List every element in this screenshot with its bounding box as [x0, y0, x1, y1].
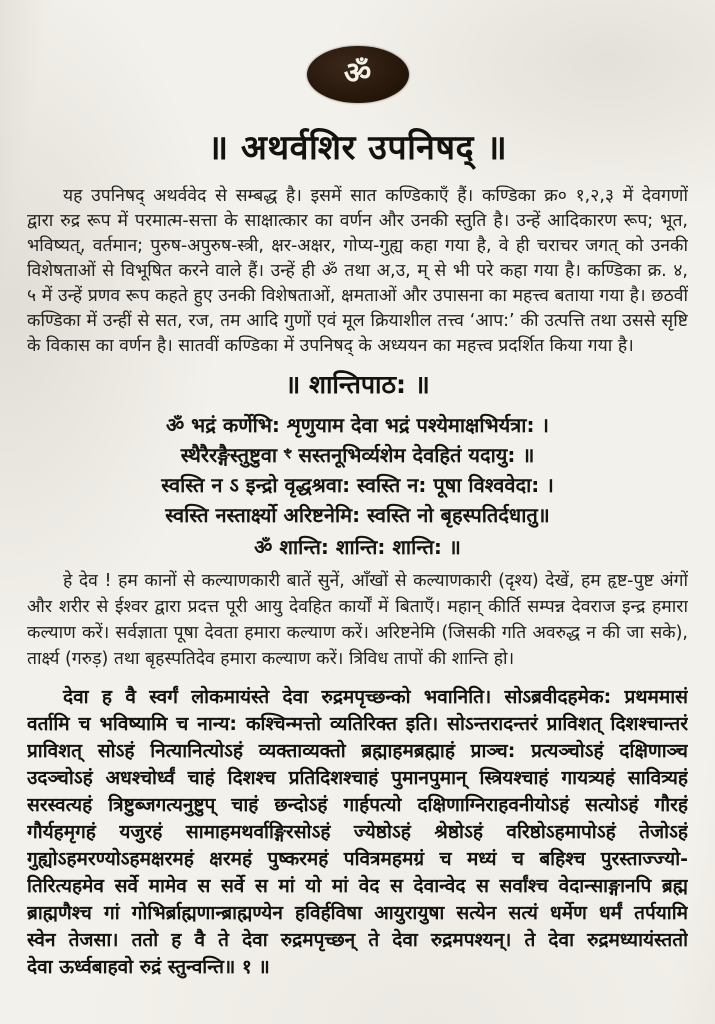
main-sanskrit-paragraph-line: उदञ्चोऽहं अधश्चोर्ध्वं चाहं दिशश्च प्रतिदिशश्चाहं पुमानपुमान् स्त्रियश्चाहं गायत्र्यहं सावित्र्यहं: [27, 767, 688, 789]
intro-paragraph-line: विशेषताओं से विभूषित करने वाले हैं। उन्हें ही ॐ तथा अ,उ, म् से भी परे कहा गया है। कण्डिका क्र. ४,: [27, 261, 688, 281]
translation-paragraph: [27, 568, 688, 672]
om-icon: ॐ: [343, 55, 372, 91]
main-sanskrit-paragraph-line: तिरित्यहमेव सर्वे मामेव स सर्वे स मां यो मां वेद स देवान्वेद स सर्वांश्च वेदान्साङ्गानपि ब्रह्म: [27, 875, 688, 897]
verse-line: स्थैरैरङ्गैस्तुष्टुवा ꣳ सस्तनूभिर्व्यशेम देवहितं यदायु: ॥: [180, 443, 535, 467]
main-sanskrit-paragraph-line: वर्तामि च भविष्यामि च नान्य: कश्चिन्मत्तो व्यतिरिक्त इति। सोऽन्तरादन्तरं प्राविशत् दिशश्चान्तरं: [27, 713, 688, 735]
intro-paragraph-line: द्वारा रुद्र रूप में परमात्म-सत्ता के साक्षात्कार का वर्णन और उनकी स्तुति है। उन्हें आदिकारण रूप; भूत,: [27, 211, 688, 231]
main-sanskrit-paragraph-line: देवा ह वै स्वर्गं लोकमायंस्ते देवा रुद्रमपृच्छन्को भवानिति। सोऽब्रवीदहमेक: प्रथममासं: [63, 686, 688, 708]
intro-paragraph: [27, 184, 688, 359]
main-sanskrit-paragraph-line: स्वेन तेजसा। ततो ह वै ते देवा रुद्रमपृच्छन् ते देवा रुद्रमपश्यन्। ते देवा रुद्रमध्यायंस्ततो: [27, 929, 688, 951]
main-sanskrit-paragraph-line: देवा ऊर्ध्वबाहवो रुद्रं स्तुन्वन्ति॥ १ ॥: [27, 956, 270, 978]
intro-paragraph-line: कण्डिका में उन्हीं से सत, रज, तम आदि गुणों एवं मूल क्रियाशील तत्त्व ‘आप:’ की उत्पत्ति तथा उससे सृष्टि: [27, 311, 688, 331]
translation-paragraph-line: तार्क्ष्य (गरुड़) तथा बृहस्पतिदेव हमारा कल्याण करें। त्रिविध तापों की शान्ति हो।: [27, 649, 515, 669]
shantipath-heading: ॥ शान्तिपाठ: ॥: [285, 370, 430, 399]
page-title: ॥ अथर्वशिर उपनिषद् ॥: [207, 128, 508, 168]
verse-line: स्वस्ति न ऽ इन्द्रो वृद्धश्रवा: स्वस्ति न: पूषा विश्ववेदा: ।: [161, 473, 554, 497]
verse-line: ॐ भद्रं कर्णेभि: शृणुयाम देवा भद्रं पश्येमाक्षभिर्यत्रा: ।: [165, 413, 550, 437]
om-shanti-line: ॐ शान्ति: शान्ति: शान्ति: ॥: [254, 535, 461, 559]
intro-paragraph-line: भविष्यत्, वर्तमान; पुरुष-अपुरुष-स्त्री, क्षर-अक्षर, गोप्य-गुह्य कहा गया है, वे ही चराचर जगत् को उनकी: [27, 236, 688, 256]
main-sanskrit-paragraph-line: गुह्योऽहमरण्योऽहमक्षरमहं क्षरमहं पुष्करमहं पवित्रमहमग्रं च मध्यं च बहिश्च पुरस्ताज्ज्यो-: [27, 848, 688, 870]
intro-paragraph-line: ५ में उन्हें प्रणव रूप कहते हुए उनकी विशेषताओं, क्षमताओं और उपासना का महत्त्व बताया गया है। छठवीं: [27, 286, 688, 306]
main-sanskrit-paragraph: [27, 684, 688, 981]
translation-paragraph-line: कल्याण करें। सर्वज्ञाता पूषा देवता हमारा कल्याण करें। अरिष्टनेमि (जिसकी गति अवरुद्ध न की जा सके),: [27, 623, 688, 643]
verse-line: स्वस्ति नस्तार्क्ष्यो अरिष्टनेमि: स्वस्ति नो बृहस्पतिर्दधातु॥: [165, 503, 550, 527]
translation-paragraph-line: और शरीर से ईश्वर द्वारा प्रदत्त पूरी आयु देवहित कार्यों में बिताएँ। महान् कीर्ति सम्पन्न देवराज इन्द्र हमारा: [27, 597, 688, 617]
translation-paragraph-line: हे देव ! हम कानों से कल्याणकारी बातें सुनें, आँखों से कल्याणकारी (दृश्य) देखें, हम हृष्ट-पुष्ट अंगों: [63, 571, 688, 591]
main-sanskrit-paragraph-line: सरस्वत्यहं त्रिष्टुब्जगत्यनुष्टुप् चाहं छन्दोऽहं गार्हपत्यो दक्षिणाग्निराहवनीयोऽहं सत्योऽहं गौरहं: [27, 794, 688, 816]
intro-paragraph-line: के विकास का वर्णन है। सातवीं कण्डिका में उपनिषद् के अध्ययन का महत्त्व प्रदर्शित किया गया है।: [27, 336, 634, 356]
main-sanskrit-paragraph-line: ब्राह्मणैश्च गां गोभिर्ब्राह्मणान्ब्राह्मण्येन हविर्हविषा आयुरायुषा सत्येन सत्यं धर्मेण धर्मं तर्पयामि: [27, 902, 688, 924]
shantipath-verses: [27, 410, 688, 530]
intro-paragraph-line: यह उपनिषद् अथर्ववेद से सम्बद्ध है। इसमें सात कण्डिकाएँ हैं। कण्डिका क्र० १,२,३ में देवगणों: [63, 186, 688, 206]
main-sanskrit-paragraph-line: प्राविशत् सोऽहं नित्यानित्योऽहं व्यक्ताव्यक्तो ब्रह्माहमब्रह्माहं प्राञ्च: प्रत्यञ्चोऽहं दक्षिणाञ्च: [27, 740, 688, 762]
om-badge: [307, 46, 409, 103]
main-sanskrit-paragraph-line: गौर्यहमृगहं यजुरहं सामाहमथर्वाङ्गिरसोऽहं ज्येष्ठोऽहं श्रेष्ठोऽहं वरिष्ठोऽहमापोऽहं तेजोऽहं: [27, 821, 688, 843]
